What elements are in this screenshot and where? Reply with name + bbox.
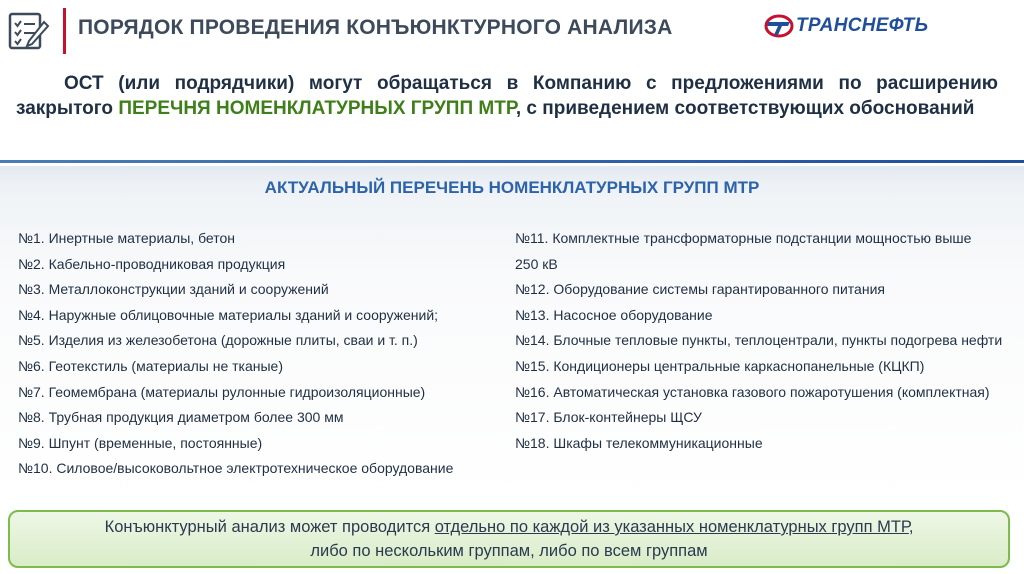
groups-list-right (515, 226, 1015, 456)
list-item: №10. Силовое/высоковольтное электротехническое оборудование (18, 460, 454, 477)
section-divider (0, 160, 1024, 163)
footer-line-2: либо по нескольким группам, либо по всем группам (310, 542, 708, 560)
list-item: №16. Автоматическая установка газового пожаротушения (комплектная) (515, 383, 990, 400)
footer-line-1 (10, 515, 1008, 539)
list-item: №2. Кабельно-проводниковая продукция (18, 255, 286, 272)
list-item: №18. Шкафы телекоммуникационные (515, 434, 763, 451)
list-item: №8. Трубная продукция диаметром более 300 мм (18, 409, 344, 426)
footer-text-end: , (908, 518, 914, 536)
list-item: №7. Геомембрана (материалы рулонные гидроизоляционные) (18, 383, 426, 400)
list-item: №6. Геотекстиль (материалы не тканые) (18, 357, 284, 374)
list-item: №5. Изделия из железобетона (дорожные плиты, сваи и т. п.) (18, 332, 418, 349)
list-item: №11. Комплектные трансформаторные подстанции мощностью выше (515, 230, 972, 246)
logo-mark-icon (764, 13, 794, 39)
footer-underlined: отдельно по каждой из указанных номенклатурных групп МТР (434, 518, 909, 536)
logo-wordmark: ТРАНСНЕФТЬ (796, 15, 929, 36)
page-title: ПОРЯДОК ПРОВЕДЕНИЯ КОНЪЮНКТУРНОГО АНАЛИЗА (78, 16, 673, 39)
list-item: №17. Блок-контейнеры ЩСУ (515, 409, 702, 426)
intro-text-start: ОСТ (или подрядчики) могут обращаться в Компанию с предложениями по расширению закрытого (16, 73, 998, 119)
list-title: АКТУАЛЬНЫЙ ПЕРЕЧЕНЬ НОМЕНКЛАТУРНЫХ ГРУПП МТР (264, 178, 760, 197)
list-item: №1. Инертные материалы, бетон (18, 230, 236, 246)
footer-text-start: Конъюнктурный анализ может проводится (104, 518, 435, 536)
checklist-pencil-icon (8, 10, 50, 52)
list-item: 250 кВ (515, 255, 558, 272)
list-item: №3. Металлоконструкции зданий и сооружений (18, 281, 329, 298)
intro-paragraph (16, 71, 998, 121)
intro-text-end: , с приведением соответствующих обоснований (515, 98, 975, 119)
header-divider (63, 8, 66, 54)
company-logo (764, 12, 928, 40)
list-item: №15. Кондиционеры центральные каркаснопанельные (КЦКП) (515, 357, 925, 374)
footer-note (8, 510, 1010, 568)
list-item: №4. Наружные облицовочные материалы зданий и сооружений; (18, 306, 439, 323)
groups-list-left (18, 226, 498, 482)
intro-highlight: ПЕРЕЧНЯ НОМЕНКЛАТУРНЫХ ГРУПП МТР (118, 98, 516, 119)
list-item: №14. Блочные тепловые пункты, теплоцентрали, пункты подогрева нефти (515, 332, 1003, 349)
list-item: №9. Шпунт (временные, постоянные) (18, 434, 263, 451)
list-item: №13. Насосное оборудование (515, 306, 713, 323)
list-item: №12. Оборудование системы гарантированного питания (515, 281, 885, 298)
